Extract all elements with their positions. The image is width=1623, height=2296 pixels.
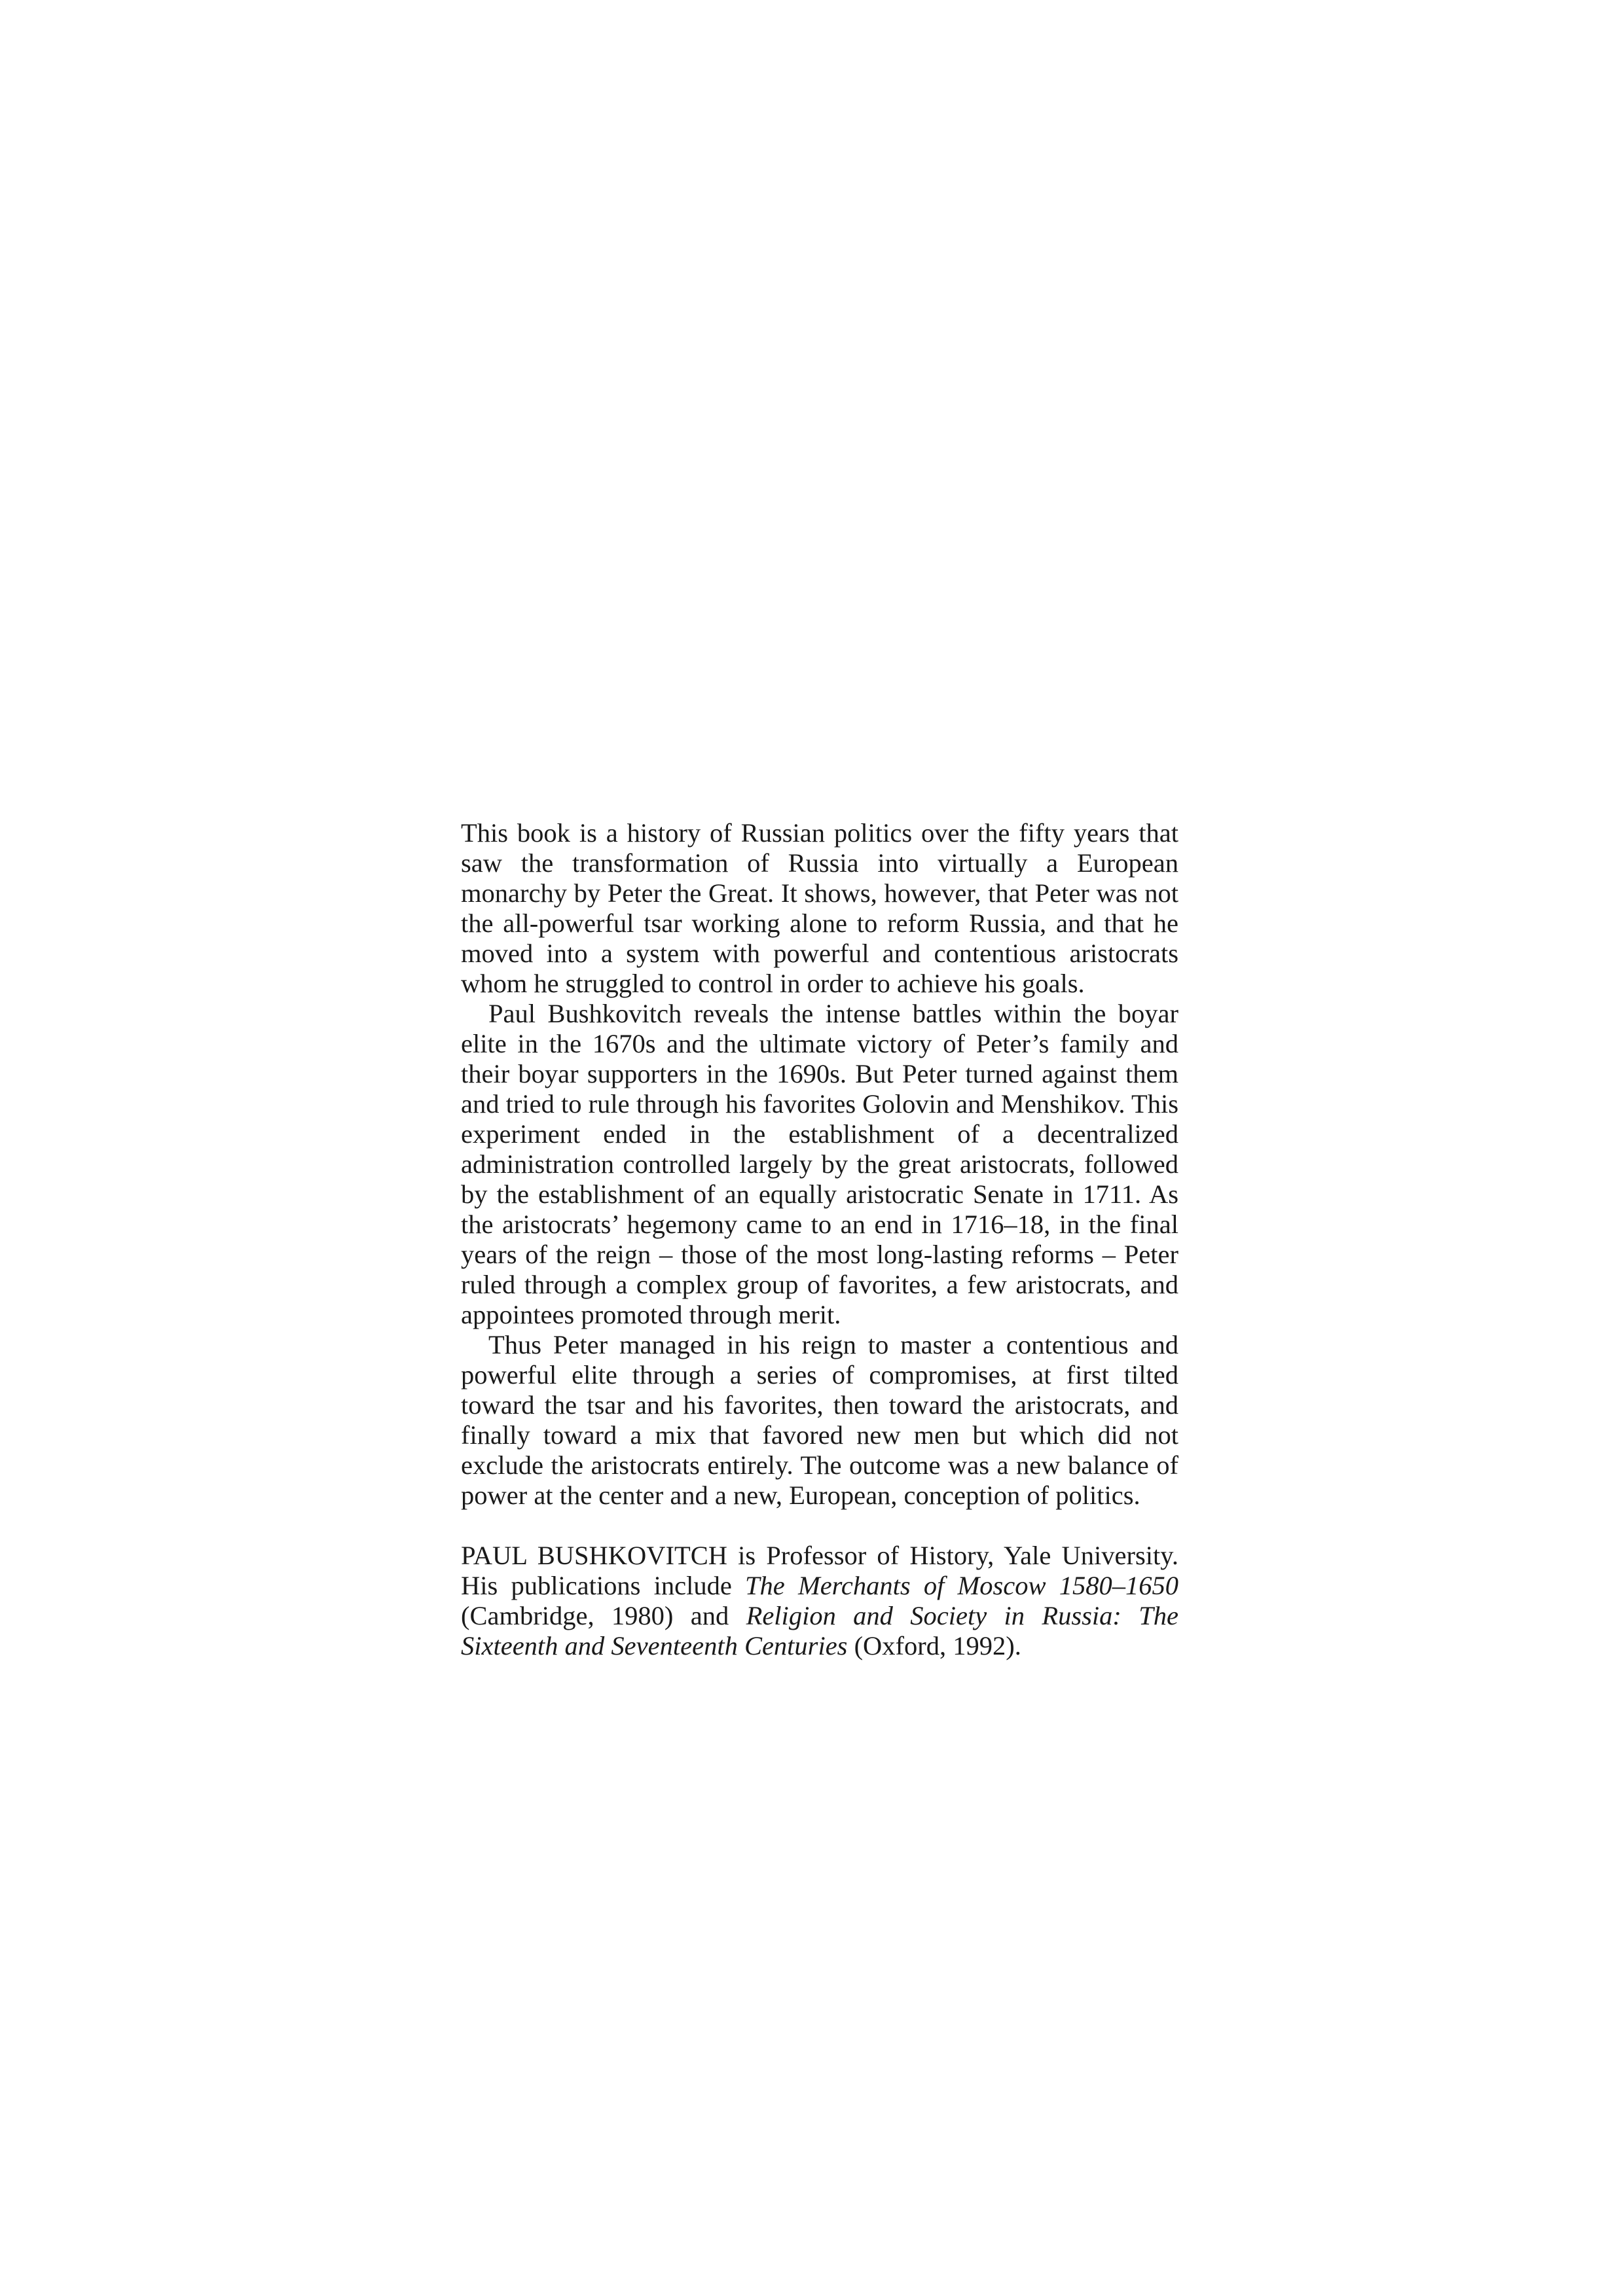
author-bio-intro: PAUL BUSHKOVITCH is Professor of History, Yale University. His publications include — [461, 1541, 1178, 1600]
book-title-merchants: The Merchants of Moscow 1580–1650 — [745, 1571, 1178, 1600]
blurb-paragraph-2: Paul Bushkovitch reveals the intense battles within the boyar elite in the 1670s and the ultimate victory of Peter’s family and their boyar supporters in the 1690s. But Peter turned against them and tried to rule through his favorites Golovin and Menshikov. This experiment ended in the establishment of a decentralized administration controlled largely by the great aristocrats, followed by the establishment of an equally aristocratic Senate in 1711. As the aristocrats’ hegemony came to an end in 1716–18, in the final years of the reign – those of the most long-lasting reforms – Peter ruled through a complex group of favorites, a few aristocrats, and appointees promoted through merit. — [461, 999, 1178, 1329]
book-details-religion: (Oxford, 1992). — [847, 1631, 1021, 1660]
back-cover-text — [461, 818, 1178, 1661]
book-details-merchants: (Cambridge, 1980) and — [461, 1601, 746, 1630]
blurb-paragraph-3: Thus Peter managed in his reign to master a contentious and powerful elite through a series of compromises, at first tilted toward the tsar and his favorites, then toward the aristocrats, and finally toward a mix that favored new men but which did not exclude the aristocrats entirely. The outcome was a new balance of power at the center and a new, European, conception of politics. — [461, 1330, 1178, 1510]
blurb-paragraph-1: This book is a history of Russian politics over the fifty years that saw the transformation of Russia into virtually a European monarchy by Peter the Great. It shows, however, that Peter was not the all-powerful tsar working alone to reform Russia, and that he moved into a system with powerful and contentious aristocrats whom he struggled to control in order to achieve his goals. — [461, 818, 1178, 998]
book-title-religion: Religion and Society in Russia: The Sixteenth and Seventeenth Centuries — [461, 1601, 1179, 1660]
author-bio — [461, 1541, 1178, 1661]
